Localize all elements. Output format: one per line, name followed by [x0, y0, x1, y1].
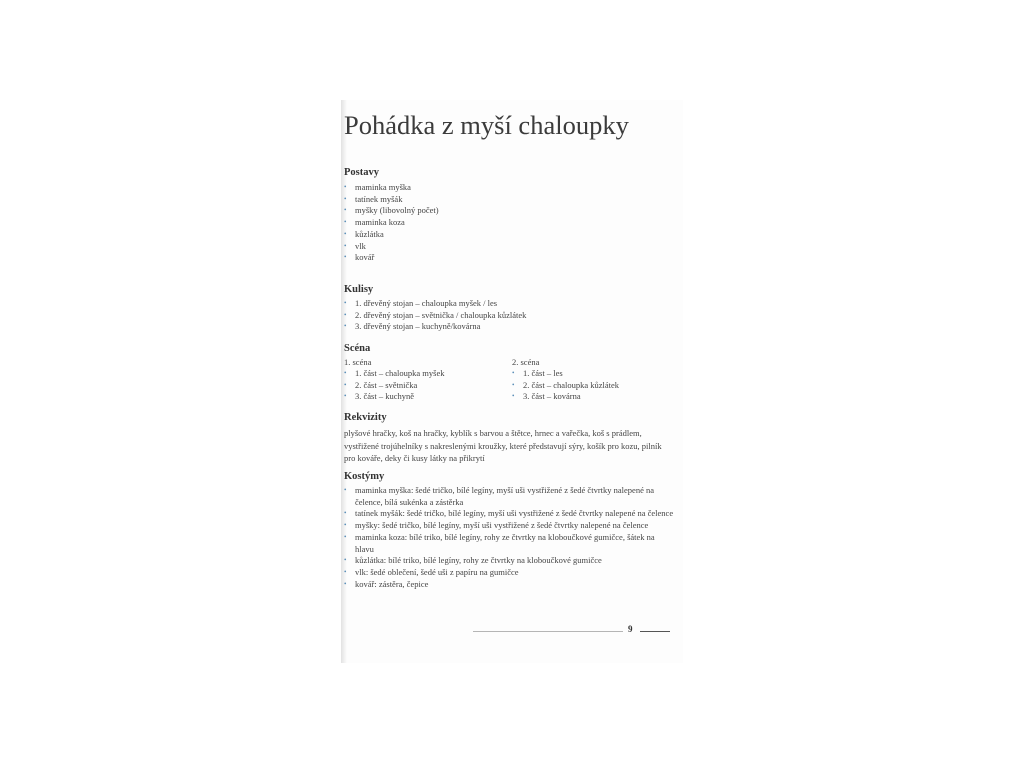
list-item: • 2. dřevěný stojan – světnička / chaloupka kůzlátek [344, 310, 526, 322]
postavy-heading: Postavy [344, 167, 379, 178]
scene-2-list [512, 368, 619, 403]
list-item: • 3. dřevěný stojan – kuchyně/kovárna [344, 321, 526, 333]
list-item: • kůzlátka: bílé triko, bílé legíny, rohy ze čtvrtky na kloboučkové gumičce [344, 555, 674, 567]
list-item: • 1. část – chaloupka myšek [344, 368, 444, 380]
list-item: • 3. část – kuchyně [344, 391, 444, 403]
kostymy-heading: Kostýmy [344, 471, 385, 482]
list-item: • tatínek myšák: šedé tričko, bílé legíny, myší uši vystřižené z šedé čtvrtky nalepené na čelence [344, 508, 674, 520]
footer-rule-right [640, 631, 670, 632]
list-item: • 3. část – kovárna [512, 391, 619, 403]
list-item: • maminka myška [344, 182, 439, 194]
list-item: • kůzlátka [344, 229, 439, 241]
scena-heading: Scéna [344, 343, 371, 354]
page-title: Pohádka z myší chaloupky [344, 110, 629, 140]
scene-1-list [344, 368, 444, 403]
list-item: • kovář: zástěra, čepice [344, 579, 674, 591]
list-item: • 2. část – světnička [344, 380, 444, 392]
rekvizity-heading: Rekvizity [344, 412, 387, 423]
list-item: • vlk [344, 241, 439, 253]
list-item: • maminka koza [344, 217, 439, 229]
list-item: • 1. část – les [512, 368, 619, 380]
book-page [341, 100, 683, 663]
kulisy-heading: Kulisy [344, 284, 374, 295]
rekvizity-text: plyšové hračky, koš na hračky, kyblík s barvou a štětce, hrnec a vařečka, koš s prádlem, vystřižené trojúhelníky s nakreslenými kroužky, které představují sýry, košík pro kozu, pilník pro kováře, deky či kusy látky na přikrytí [344, 428, 662, 463]
list-item: • maminka koza: bílé triko, bílé legíny, rohy ze čtvrtky na kloboučkové gumičce, šátek na hlavu [344, 532, 674, 555]
list-item: • vlk: šedé oblečení, šedé uši z papíru na gumičce [344, 567, 674, 579]
list-item: • kovář [344, 252, 439, 264]
kulisy-list [344, 298, 526, 333]
scene-2-label: 2. scéna [512, 357, 540, 367]
list-item: • myšky: šedé tričko, bílé legíny, myší uši vystřižené z šedé čtvrtky nalepené na čelence [344, 520, 674, 532]
scene-1-label: 1. scéna [344, 357, 372, 367]
footer-rule-left [473, 631, 623, 632]
page-number: 9 [628, 624, 633, 634]
kostymy-list [344, 485, 674, 590]
list-item: • myšky (libovolný počet) [344, 205, 439, 217]
list-item: • 2. část – chaloupka kůzlátek [512, 380, 619, 392]
list-item: • 1. dřevěný stojan – chaloupka myšek / les [344, 298, 526, 310]
postavy-list [344, 182, 439, 264]
list-item: • maminka myška: šedé tričko, bílé legíny, myší uši vystřižené z šedé čtvrtky nalepené na čelence, bílá sukénka a zástěrka [344, 485, 674, 508]
list-item: • tatínek myšák [344, 194, 439, 206]
